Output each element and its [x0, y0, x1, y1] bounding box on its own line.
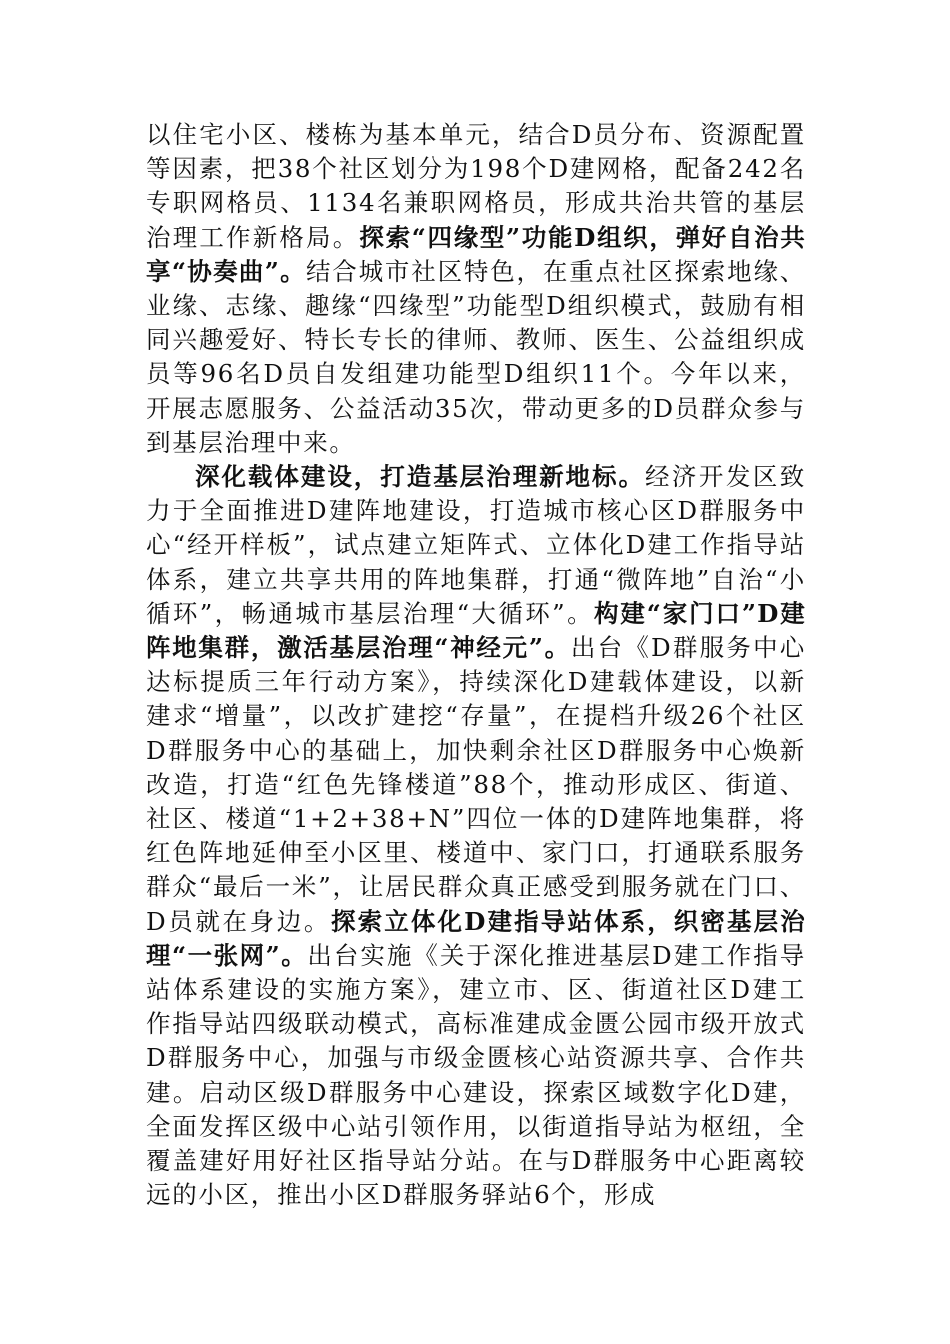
- paragraph-2-bold-heading-3: 探索立体化D建指导站体系，织密基层治理“一张网”。: [146, 906, 806, 970]
- paragraph-2-text-3: 出台实施《关于深化推进基层D建工作指导站体系建设的实施方案》，建立市、区、街道社区D建工作指导站四级联动模式，高标准建成金匮公园市级开放式D群服务中心，加强与市级金匮核心站资源共享、合作共建。启动区级D群服务中心建设，探索区域数字化D建，全面发挥区级中心站引领作用，以街道指导站为枢纽，全覆盖建好用好社区指导站分站。在与D群服务中心距离较远的小区，推出小区D群服务驿站6个，形成: [146, 940, 806, 1210]
- paragraph-1-text-1: 以住宅小区、楼栋为基本单元，结合D员分布、资源配置等因素，把38个社区划分为198个D建网格，配备242名专职网格员、1134名兼职网格员，形成共治共管的基层治理工作新格局。: [146, 120, 806, 252]
- paragraph-1: [146, 118, 806, 460]
- paragraph-2-text-1: 经济开发区致力于全面推进D建阵地建设，打造城市核心区D群服务中心“经开样板”，试点建立矩阵式、立体化D建工作指导站体系，建立共享共用的阵地集群，打通“微阵地”自治“小循环”，畅通城市基层治理“大循环”。: [146, 462, 806, 628]
- paragraph-1-text-2: 结合城市社区特色，在重点社区探索地缘、业缘、志缘、趣缘“四缘型”功能型D组织模式，鼓励有相同兴趣爱好、特长专长的律师、教师、医生、公益组织成员等96名D员自发组建功能型D组织11个。今年以来，开展志愿服务、公益活动35次，带动更多的D员群众参与到基层治理中来。: [146, 256, 806, 457]
- paragraph-2-bold-heading-1: 深化载体建设，打造基层治理新地标。: [195, 462, 645, 492]
- paragraph-2: [146, 460, 806, 1212]
- document-body: [146, 118, 806, 1213]
- paragraph-2-text-2: 出台《D群服务中心达标提质三年行动方案》，持续深化D建载体建设，以新建求“增量”，以改扩建挖“存量”，在提档升级26个社区D群服务中心的基础上，加快剩余社区D群服务中心焕新改造，打造“红色先锋楼道”88个，推动形成区、街道、社区、楼道“1+2+38+N”四位一体的D建阵地集群，将红色阵地延伸至小区里、楼道中、家门口，打通联系服务群众“最后一米”，让居民群众真正感受到服务就在门口、D员就在身边。: [146, 633, 806, 936]
- paragraph-1-bold-heading: 探索“四缘型”功能D组织，弹好自治共享“协奏曲”。: [146, 222, 806, 286]
- paragraph-2-bold-heading-2: 构建“家门口”D建阵地集群，激活基层治理“神经元”。: [146, 598, 806, 663]
